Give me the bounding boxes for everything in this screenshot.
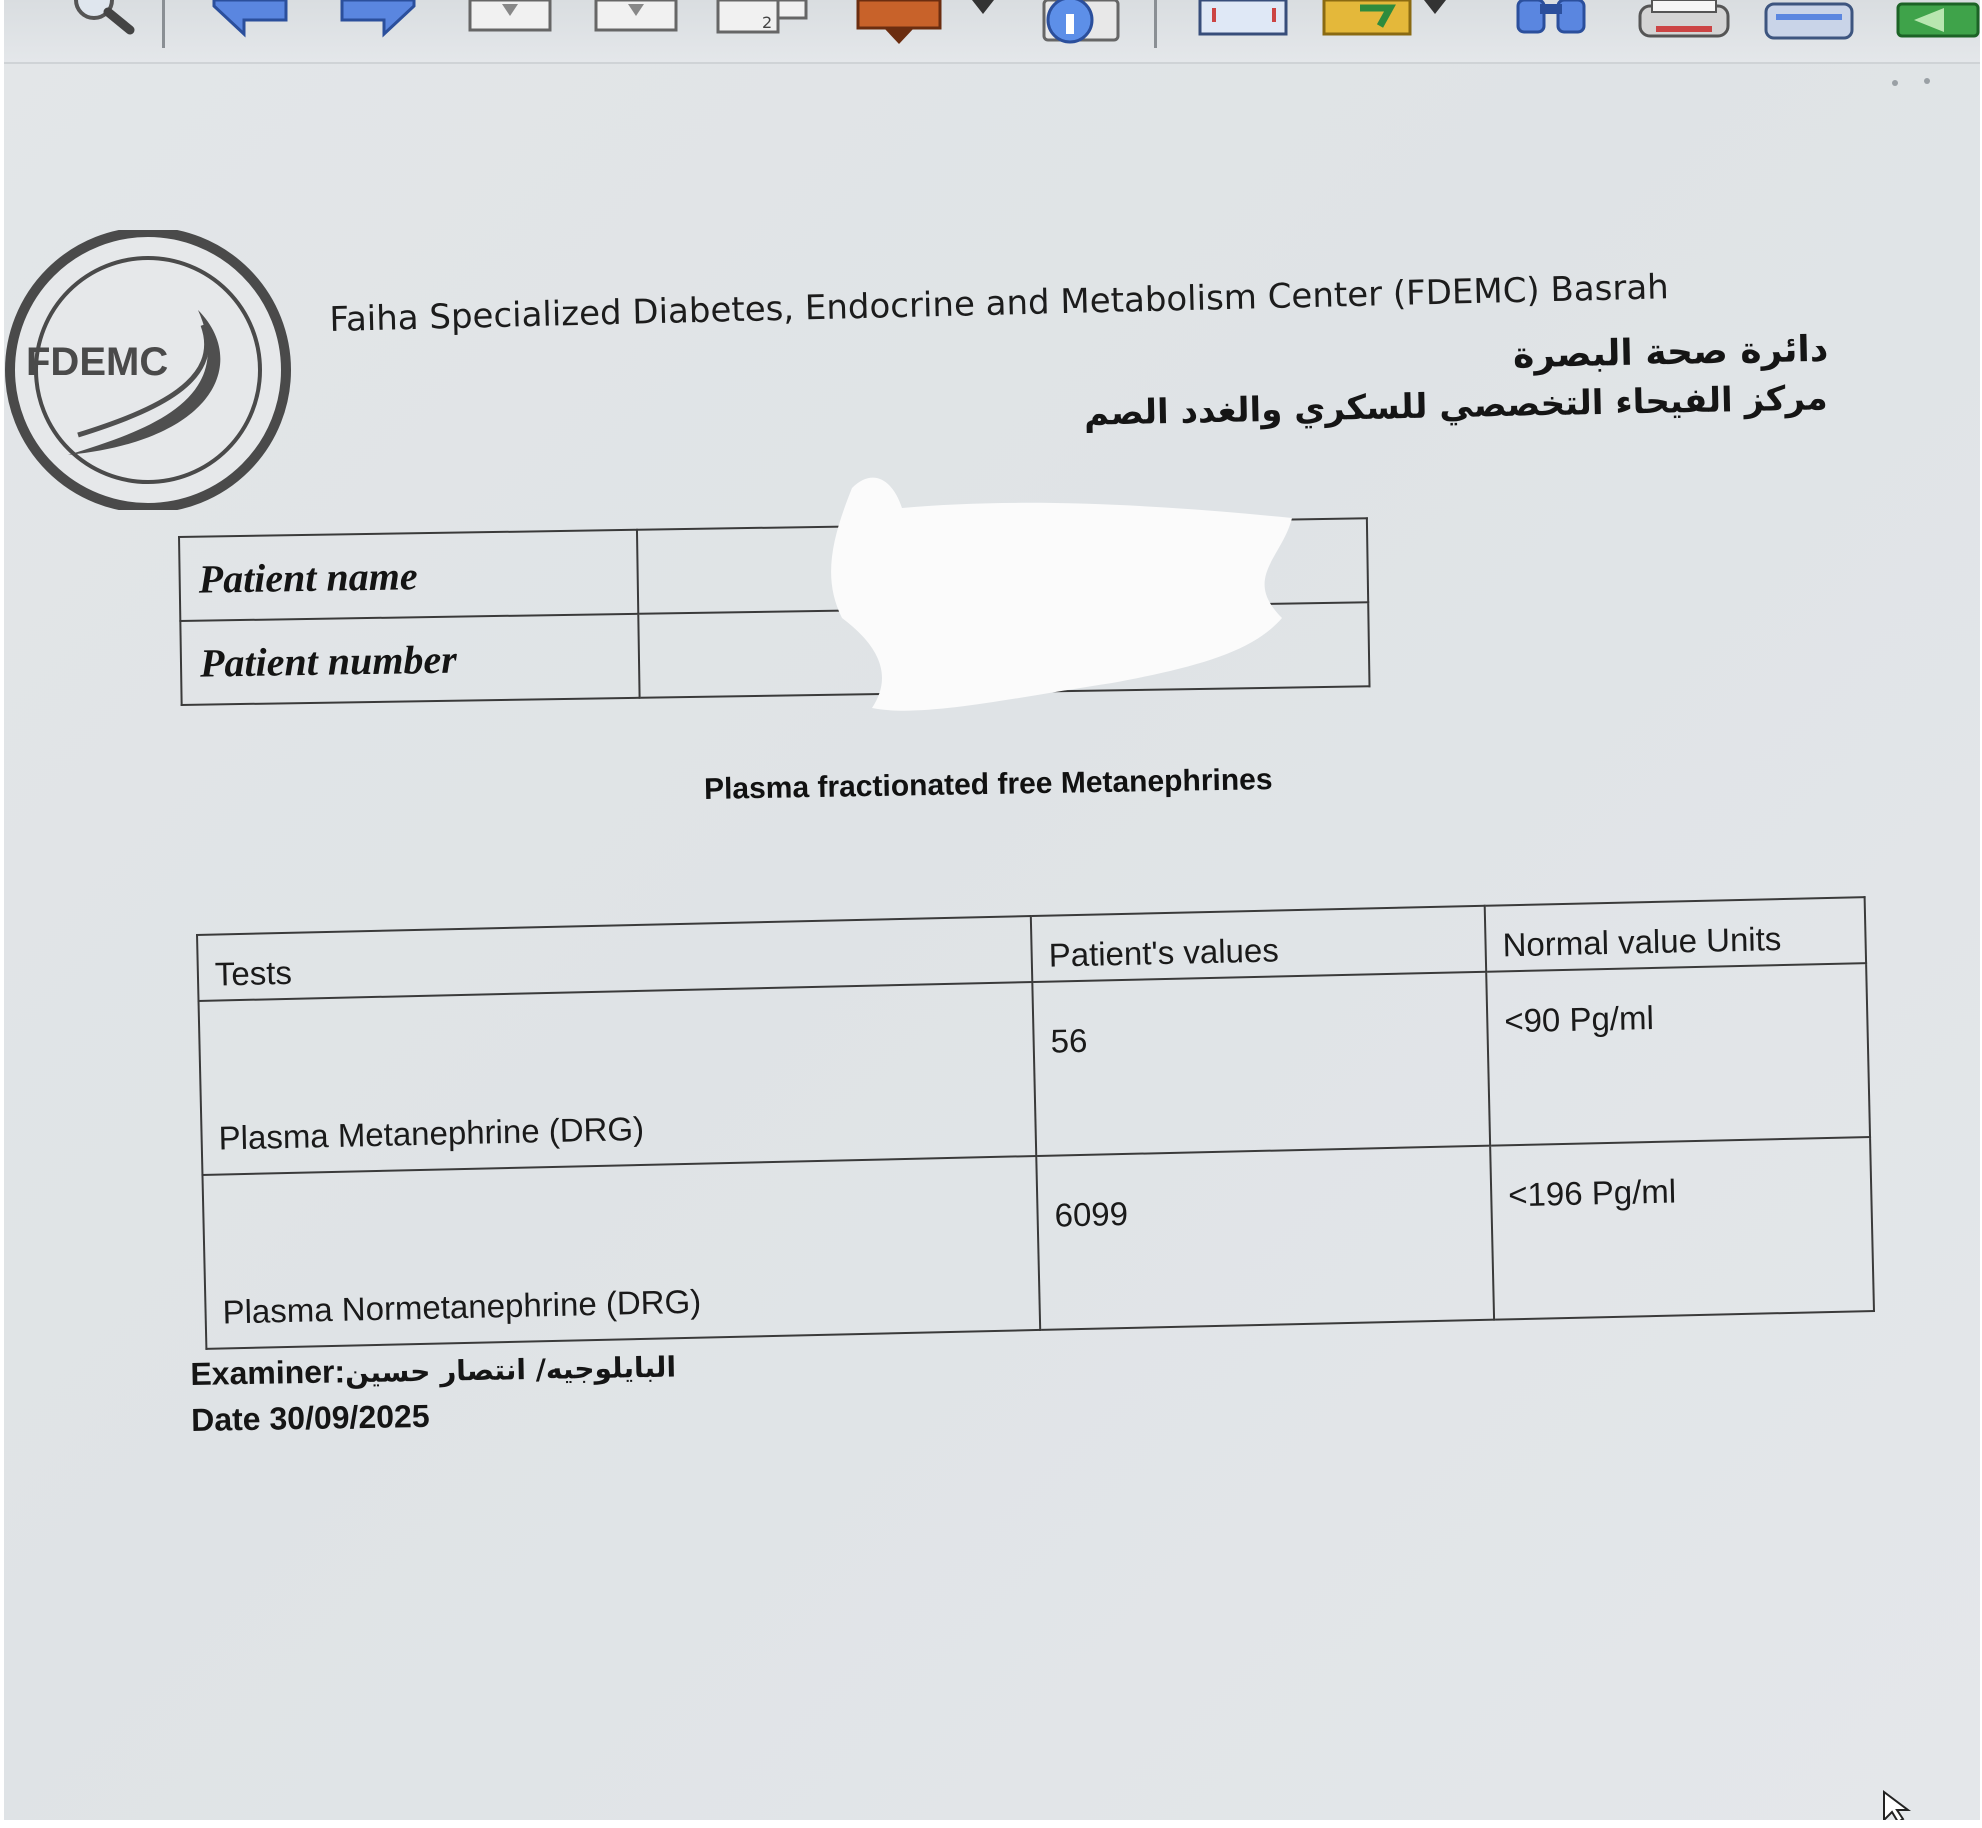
send-icon[interactable] [1884,0,1980,46]
report-title: Plasma fractionated free Metanephrines [703,763,1273,806]
logo-text: FDEMC [26,340,169,384]
examiner-label: Examiner: [190,1353,346,1392]
column-header-patient-values: Patient's values [1031,906,1486,982]
next-page-icon[interactable] [334,0,424,40]
examiner-block [190,1344,677,1442]
patient-value-cell: 56 [1032,972,1490,1156]
svg-text:2: 2 [762,13,773,32]
department-name-ar: دائرة صحة البصرة [1512,328,1829,377]
toolbar [4,0,1980,64]
results-table [196,896,1873,1331]
two-page-icon[interactable] [712,0,812,40]
bookmark-icon[interactable] [854,0,994,48]
center-name-en: Faiha Specialized Diabetes, Endocrine and Metabolism Center (FDEMC) Basrah [329,267,1670,340]
redaction-mark [812,468,1302,728]
print-icon[interactable] [1634,0,1734,46]
zoom-icon[interactable] [64,0,144,40]
normal-value-cell: <90 Pg/ml [1486,963,1870,1146]
patient-name-label: Patient name [179,530,638,621]
scanner-icon[interactable] [1760,0,1860,46]
column-header-normal-values: Normal value Units [1485,897,1866,972]
column-header-tests: Tests [197,916,1032,1001]
patient-number-label: Patient number [180,614,639,705]
toolbar-separator [162,0,165,48]
export-icon[interactable] [1320,0,1450,46]
date-label: Date [190,1400,261,1438]
normal-value-cell: <196 Pg/ml [1490,1137,1874,1320]
test-name-cell: Plasma Metanephrine (DRG) [199,982,1037,1175]
previous-page-icon[interactable] [204,0,294,40]
find-icon[interactable] [1512,0,1592,40]
center-name-ar: مركز الفيحاء التخصصي للسكري والغدد الصم [1083,378,1829,434]
toolbar-dot [1924,78,1930,84]
toolbar-separator [1154,0,1157,48]
examiner-line [190,1344,676,1398]
continuous-page-icon[interactable] [588,0,684,40]
date-value: 30/09/2025 [269,1397,430,1437]
date-line [191,1390,677,1442]
fit-page-icon[interactable] [1194,0,1294,40]
table-row [202,1137,1874,1349]
patient-value-cell: 6099 [1036,1146,1494,1330]
single-page-icon[interactable] [462,0,558,40]
examiner-name: البايلوجيه/ انتصار حسين [344,1350,677,1390]
viewer-window [4,0,1980,1820]
mouse-cursor-icon [1882,1790,1912,1820]
test-name-cell: Plasma Normetanephrine (DRG) [202,1156,1040,1349]
toolbar-dot [1892,80,1898,86]
fdemc-logo [4,230,298,510]
info-icon[interactable] [1024,0,1124,48]
